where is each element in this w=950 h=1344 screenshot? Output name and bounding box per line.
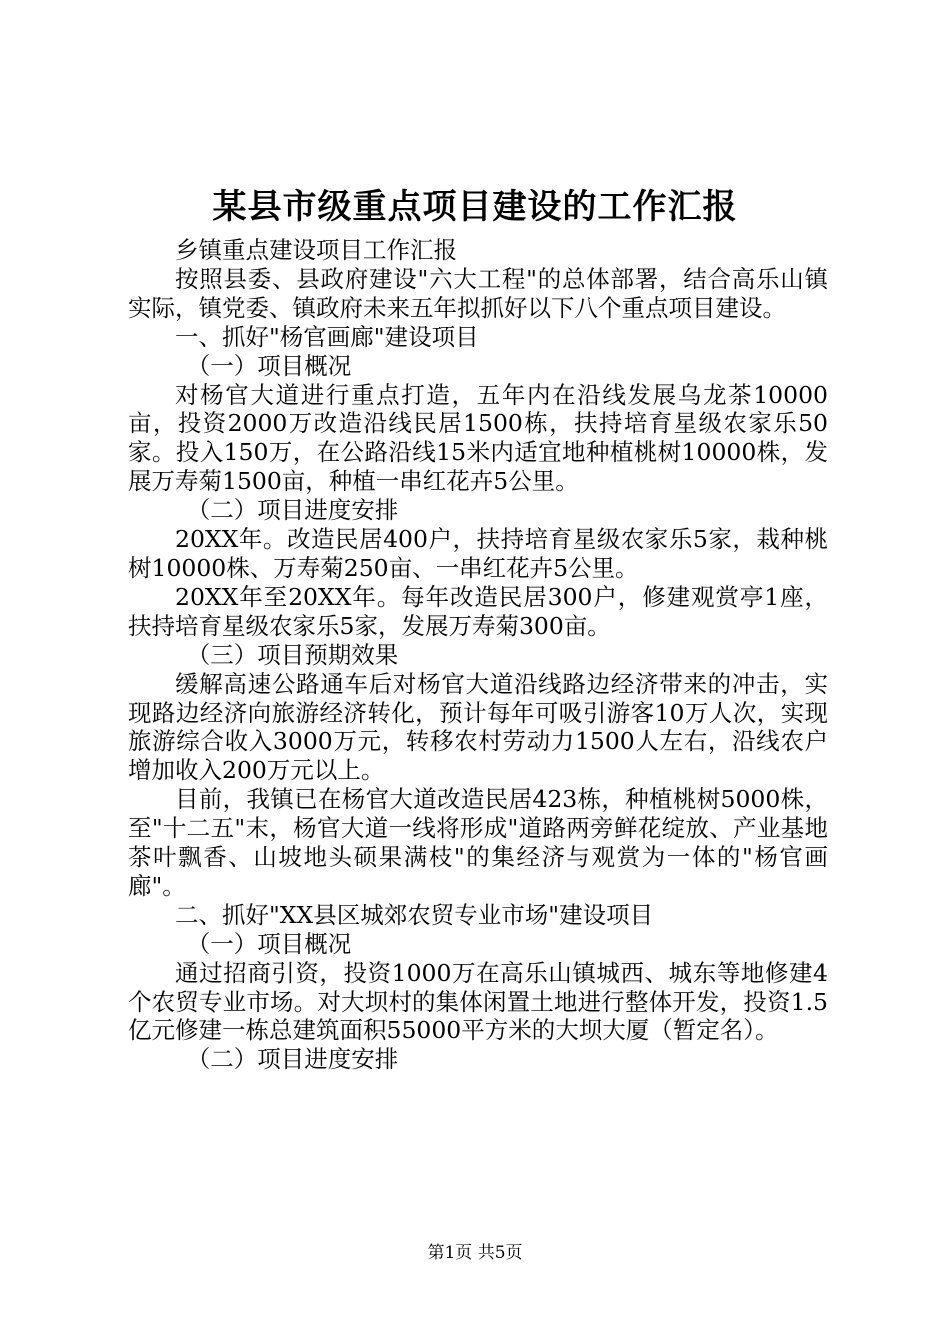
subsection-heading: （一）项目概况 (186, 351, 352, 380)
section-heading-2: 二、抓好"XX县区城郊农贸专业市场"建设项目 (175, 900, 654, 929)
paragraph: 对杨官大道进行重点打造，五年内在沿线发展乌龙茶10000亩，投资2000万改造沿线民居1500栋，扶持培育星级农家乐50家。投入150万，在公路沿线15米内适宜地种植桃树10000株，发展万寿菊1500亩，种植一串红花卉5公里。 (128, 380, 828, 496)
subsection-heading: （二）项目进度安排 (186, 1045, 399, 1074)
paragraph: 20XX年。改造民居400户，扶持培育星级农家乐5家，栽种桃树10000株、万寿菊250亩、一串红花卉5公里。 (128, 525, 828, 582)
paragraph-intro: 按照县委、县政府建设"六大工程"的总体部署，结合高乐山镇实际，镇党委、镇政府未来五年拟抓好以下八个重点项目建设。 (128, 264, 828, 322)
paragraph: 通过招商引资，投资1000万在高乐山镇城西、城东等地修建4个农贸专业市场。对大坝村的集体闲置土地进行整体开发，投资1.5亿元修建一栋总建筑面积55000平方米的大坝大厦（暂定名）。 (128, 958, 828, 1045)
paragraph: 20XX年至20XX年。每年改造民居300户，修建观赏亭1座，扶持培育星级农家乐5家，发展万寿菊300亩。 (128, 582, 828, 640)
paragraph: 缓解高速公路通车后对杨官大道沿线路边经济带来的冲击，实现路边经济向旅游经济转化，预计每年可吸引游客10万人次，实现旅游综合收入3000万元，转移农村劳动力1500人左右，沿线农户增加收入200万元以上。 (128, 669, 828, 785)
subsection-heading: （三）项目预期效果 (186, 640, 399, 669)
paragraph: 目前，我镇已在杨官大道改造民居423栋，种植桃树5000株，至"十二五"末，杨官大道一线将形成"道路两旁鲜花绽放、产业基地茶叶飘香、山坡地头硕果满枝"的集经济与观赏为一体的"杨官画廊"。 (128, 785, 828, 900)
section-heading-1: 一、抓好"杨官画廊"建设项目 (175, 322, 479, 351)
paragraph-subtitle: 乡镇重点建设项目工作汇报 (175, 236, 457, 264)
subsection-heading: （一）项目概况 (186, 929, 352, 958)
document-title: 某县市级重点项目建设的工作汇报 (212, 187, 738, 227)
page-footer: 第1页 共5页 (427, 1243, 523, 1263)
subsection-heading: （二）项目进度安排 (186, 496, 399, 525)
document-body (128, 236, 828, 1074)
